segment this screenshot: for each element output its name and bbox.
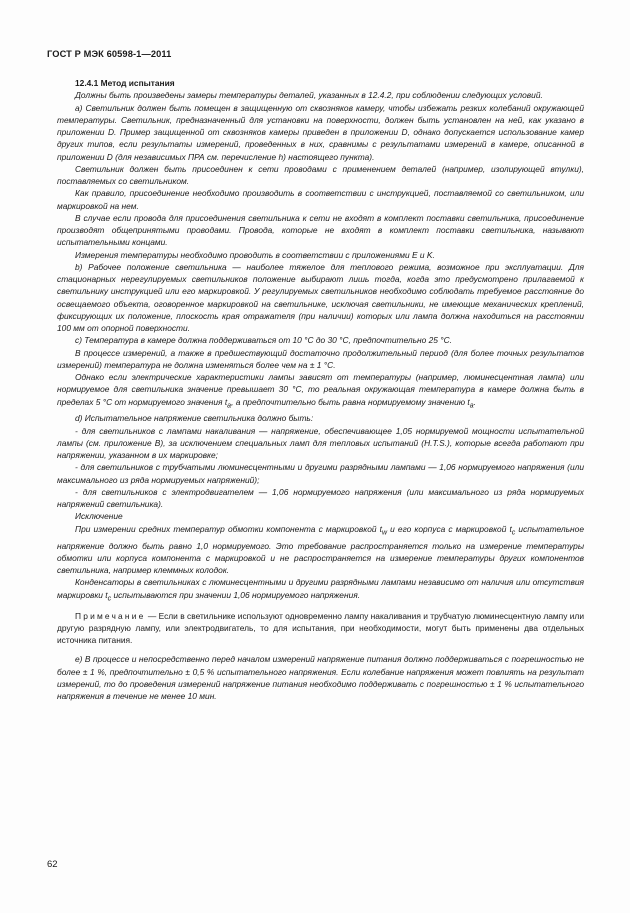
paragraph: В случае если провода для присоединения светильника к сети не входят в комплект поставки светильника, присоединение производят общепринятыми проводами. Провода, которые не входят в комплект поставки светильника, называют испытательными концами. [57, 212, 584, 248]
page-content [57, 77, 584, 702]
document-header: ГОСТ Р МЭК 60598-1—2011 [47, 49, 172, 59]
text: испытательное напряжение должно быть равно 1,0 нормируемого. Это требование распространяется только на измерение температуры обмотки или корпуса компонента с маркировкой и не распространяется на измерение температуры других компонентов светильника, например клеммных колодок. [57, 523, 584, 576]
list-item: - для светильников с электродвигателем — 1,06 нормируемого напряжения (или максимального из ряда нормируемых напряжений светильника). [57, 486, 584, 510]
text: При измерении средних температур обмотки компонента с маркировкой t [75, 523, 382, 534]
list-item: - для светильников с трубчатыми люминесцентными и другими разрядными лампами — 1,06 нормируемого напряжения (или максимального из ряда нормируемых напряжений); [57, 462, 584, 485]
note-label: Примечание [75, 610, 146, 621]
subscript: а [227, 402, 232, 410]
section-heading: 12.4.1 Метод испытания [75, 78, 175, 88]
text: . [473, 396, 476, 407]
note [57, 610, 584, 647]
text: испытываются при значении 1,06 нормируемого напряжения. [111, 589, 361, 600]
paragraph: Как правило, присоединение необходимо производить в соответствии с инструкцией, поставляемой со светильником, или маркировкой на нем. [57, 188, 584, 211]
paragraph-c: c) Температура в камере должна поддерживаться от 10 °С до 30 °С, предпочтительно 25 °С. [75, 335, 452, 346]
list-item: - для светильников с лампами накаливания — напряжение, обеспечивающее 1,05 нормируемой мощности испытательной лампы (см. приложение B), за исключением специальных ламп для тепловых испытаний (H.T.S.), которые всегда работают при напряжении, указанном в их маркировке; [57, 425, 584, 461]
paragraph [57, 523, 584, 577]
subscript: а [469, 402, 474, 410]
paragraph [57, 371, 584, 412]
subscript: c [511, 529, 516, 537]
paragraph-b: b) Рабочее положение светильника — наиболее тяжелое для теплового режима, возможное при эксплуатации. Для стационарных нерегулируемых светильников положение выбирают лишь тогда, когда это предусмотрено прилагаемой к светильнику инструкцией или его маркировкой. У регулируемых светильников необходимо соблюдать требуемое расстояние до освещаемого объекта, оговоренное маркировкой на светильнике, исключая светильники, не имеющие механических креплений, фиксирующих их положение, плоскость края отражателя (при наличии) которых или лампа должна находиться на расстоянии 100 мм от опорной поверхности. [57, 261, 584, 333]
paragraph: Светильник должен быть присоединен к сети проводами с применением деталей (например, изолирующей втулки), поставляемых со светильником. [57, 163, 584, 186]
note-text: — Если в светильнике используют одновременно лампу накаливания и трубчатую люминесцентную лампу или другую разрядную лампу, или электродвигатель, то для испытания, при необходимости, могут быть применены два отдельных источника питания. [57, 610, 584, 646]
page-number: 62 [47, 859, 58, 870]
text: Конденсаторы в светильниках с люминесцентными и другими разрядными лампами независимо от наличия или отсутствия маркировки t [57, 577, 584, 600]
subscript: w [381, 529, 388, 537]
subscript: c [107, 595, 112, 603]
paragraph: Должны быть произведены замеры температуры деталей, указанных в 12.4.2, при соблюдении следующих условий. [75, 90, 543, 101]
text: , а предпочтительно быть равна нормируемому значению t [231, 396, 470, 407]
exception-heading: Исключение [75, 511, 123, 522]
paragraph: В процессе измерений, а также в предшествующий достаточно продолжительный период (для более точных результатов измерений) температура не должна изменяться более чем на ± 1 °С. [57, 347, 584, 370]
paragraph-d: d) Испытательное напряжение светильника должно быть: [75, 413, 314, 424]
text: Однако если электрические характеристики лампы зависят от температуры (например, люминесцентная лампа) или нормируемое для светильника значение превышает 30 °С, то реальная окружающая температура в камере должна быть в пределах 5 °С от нормируемого значения t [57, 372, 584, 407]
text: и его корпуса с маркировкой t [387, 523, 512, 534]
paragraph: Измерения температуры необходимо проводить в соответствии с приложениями E и K. [75, 249, 435, 260]
paragraph [57, 576, 584, 605]
paragraph-e: e) В процессе и непосредственно перед началом измерений напряжение питания должно поддерживаться с погрешностью не более ± 1 %, предпочтительно ± 0,5 % испытательного напряжения. Если колебание напряжения может повлиять на результат измерений, то до проведения измерений напряжение питания необходимо поддерживать с погрешностью ± 1 % испытательного напряжения в течение не менее 10 мин. [57, 654, 584, 702]
paragraph-a: a) Светильник должен быть помещен в защищенную от сквозняков камеру, чтобы избежать резких колебаний окружающей температуры. Светильник, предназначенный для установки на поверхности, должен быть установлен на ней, как указано в приложении D. Пример защищенной от сквозняков камеры приведен в приложении D, однако допускается использование камер других типов, если результаты измерений, проведенных в них, сравнимы с результатами измерений в камере, описанной в приложении D (для независимых ПРА см. перечисление h) настоящего пункта). [57, 102, 584, 162]
